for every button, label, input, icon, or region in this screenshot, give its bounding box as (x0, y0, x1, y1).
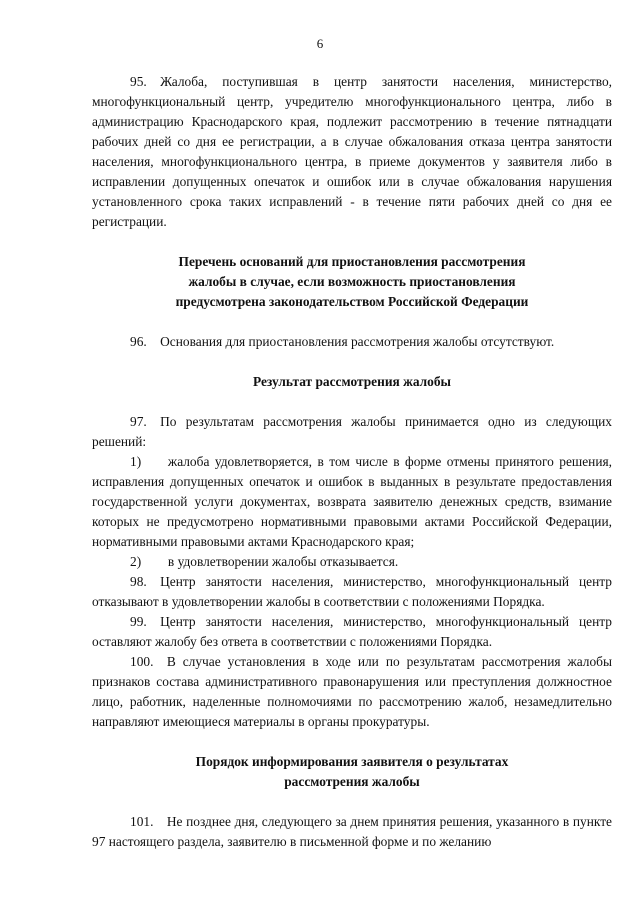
paragraph-95: 95. Жалоба, поступившая в центр занятости населения, министерство, многофункциональный центр, учредителю многофункционального центра, либо в администрацию Краснодарского края, подлежит рассмотрению в течение пятнадцати рабочих дней со дня ее регистрации, а в случае обжалования отказа центра занятости населения, многофункционального центра, в приеме документов у заявителя либо в исправлении допущенных опечаток и ошибок или в случае обжалования нарушения установленного срока таких исправлений - в течение пяти рабочих дней со дня ее регистрации. (92, 74, 612, 229)
heading-suspension-grounds-line2: жалобы в случае, если возможность приостановления (188, 274, 516, 289)
paragraph-97-item-1: 1) жалоба удовлетворяется, в том числе в форме отмены принятого решения, исправления допущенных опечаток и ошибок в выданных в результате предоставления государственной услуги документах, возврата заявителю денежных средств, взимание которых не предусмотрено нормативными правовыми актами Российской Федерации, нормативными правовыми актами Краснодарского края; (92, 454, 612, 549)
document-body (92, 72, 612, 852)
page-number: 6 (316, 36, 324, 51)
heading-complaint-result: Результат рассмотрения жалобы (252, 374, 452, 389)
paragraph-97-item-2: 2) в удовлетворении жалобы отказывается. (130, 554, 399, 569)
heading-suspension-grounds-line3: предусмотрена законодательством Российской Федерации (175, 294, 529, 309)
paragraph-97: 97. По результатам рассмотрения жалобы принимается одно из следующих решений: (92, 414, 612, 449)
heading-suspension-grounds-line1: Перечень оснований для приостановления рассмотрения (178, 254, 526, 269)
paragraph-98: 98. Центр занятости населения, министерство, многофункциональный центр отказывают в удовлетворении жалобы в соответствии с положениями Порядка. (92, 574, 612, 609)
paragraph-100: 100. В случае установления в ходе или по результатам рассмотрения жалобы признаков состава административного правонарушения или преступления должностное лицо, работник, наделенные полномочиями по рассмотрению жалоб, незамедлительно направляют имеющиеся материалы в органы прокуратуры. (92, 654, 612, 729)
heading-notification-procedure-line2: рассмотрения жалобы (284, 774, 420, 789)
heading-notification-procedure-line1: Порядок информирования заявителя о результатах (195, 754, 509, 769)
paragraph-101: 101. Не позднее дня, следующего за днем принятия решения, указанного в пункте 97 настоящего раздела, заявителю в письменной форме и по желанию (92, 814, 612, 849)
paragraph-96: 96. Основания для приостановления рассмотрения жалобы отсутствуют. (130, 334, 555, 349)
paragraph-99: 99. Центр занятости населения, министерство, многофункциональный центр оставляют жалобу без ответа в соответствии с положениями Порядка. (92, 614, 612, 649)
